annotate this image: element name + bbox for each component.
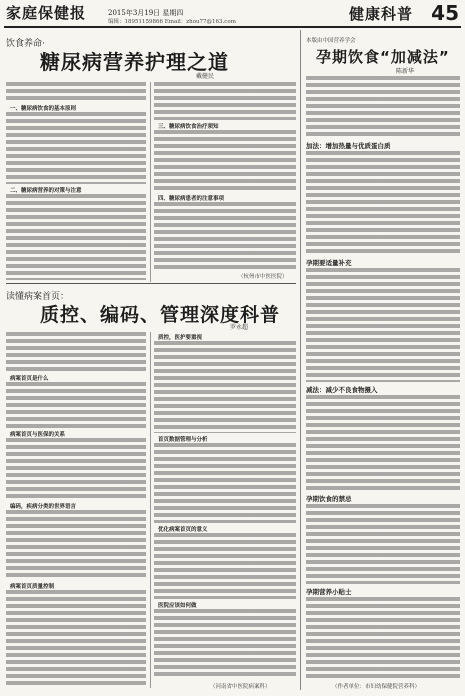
right-paragraph: [306, 504, 460, 584]
article2-subhead-3: 编码，疾病分类的世界语言: [10, 504, 77, 510]
article2-paragraph: [6, 590, 146, 686]
article2-paragraph: [154, 443, 296, 523]
article2-subhead-2: 病案首页与医保的关系: [10, 432, 66, 438]
section-label-diet: 饮食养命·: [6, 39, 45, 49]
article1-paragraph: [6, 82, 146, 102]
article2-paragraph: [6, 382, 146, 428]
article1-author: 戴健民: [196, 73, 215, 80]
masthead: [4, 2, 461, 28]
article1-subhead-1: 一、糖尿病饮食的基本原则: [10, 106, 77, 112]
article2-paragraph: [154, 341, 296, 433]
article2-author: 罗永超: [230, 324, 249, 331]
article2-subhead-7: 优化病案首页的意义: [158, 527, 208, 533]
issue-date: 2015年3月19日 星期四: [108, 9, 184, 17]
right-paragraph: [306, 597, 460, 679]
article1-paragraph: [6, 112, 146, 184]
right-subhead-5: 孕期营养小贴士: [306, 588, 352, 596]
right-subhead-4: 孕期饮食的禁忌: [306, 495, 352, 503]
article1-subhead-2: 二、糖尿病营养的对策与注意: [10, 188, 82, 194]
right-paragraph: [306, 395, 460, 491]
article-divider: [6, 283, 296, 284]
article2-paragraph: [6, 438, 146, 500]
right-article-title: 孕期饮食“加减法”: [316, 48, 450, 66]
editor-contact: 编辑：18951159866 Email：zhou77@163.com: [108, 19, 236, 25]
article2-paragraph: [6, 510, 146, 580]
article2-subhead-4: 病案首页质量控制: [10, 584, 55, 590]
column-rule: [150, 332, 151, 688]
page-number: 45: [431, 1, 459, 25]
section-label-records: 读懂病案首页：: [6, 292, 70, 302]
right-intro: 本版由中国营养学会: [306, 38, 356, 44]
column-rule: [150, 82, 151, 282]
article1-credit: （杭州市中医医院）: [238, 274, 288, 280]
newspaper-title: 家庭保健报: [6, 4, 87, 22]
article2-credit: （河南省中医院病案科）: [210, 684, 271, 690]
right-subhead-3: 减法：减少不良食物摄入: [306, 386, 378, 394]
right-subhead-2: 孕期要适量补充: [306, 259, 352, 267]
article1-paragraph: [154, 130, 296, 192]
right-article-author: 陈新华: [396, 68, 415, 75]
article2-subhead-6: 首页数据管理与分析: [158, 437, 208, 443]
article2-subhead-5: 质控，医护要重视: [158, 335, 203, 341]
page-section-title: 健康科普: [349, 5, 414, 23]
article2-subhead-1: 病案首页是什么: [10, 376, 49, 382]
article2-subhead-8: 医院应该如何做: [158, 603, 197, 609]
right-subhead-1: 加法：增加热量与优质蛋白质: [306, 142, 391, 150]
article1-subhead-3: 三、糖尿病饮食治疗须知: [158, 124, 219, 130]
article2-title: 质控、编码、管理深度科普: [40, 304, 281, 326]
article1-title: 糖尿病营养护理之道: [40, 50, 229, 74]
article2-paragraph: [154, 609, 296, 679]
article2-paragraph: [6, 332, 146, 372]
right-paragraph: [306, 151, 460, 255]
right-paragraph: [306, 76, 460, 138]
article1-paragraph: [154, 82, 296, 120]
right-article-credit: （作者单位：市妇幼保健院营养科）: [332, 684, 421, 690]
article2-paragraph: [154, 533, 296, 599]
article1-paragraph: [6, 194, 146, 280]
column-divider: [300, 30, 301, 690]
right-paragraph: [306, 268, 460, 382]
article1-subhead-4: 四、糖尿病患者的注意事项: [158, 196, 225, 202]
article1-paragraph: [154, 202, 296, 270]
